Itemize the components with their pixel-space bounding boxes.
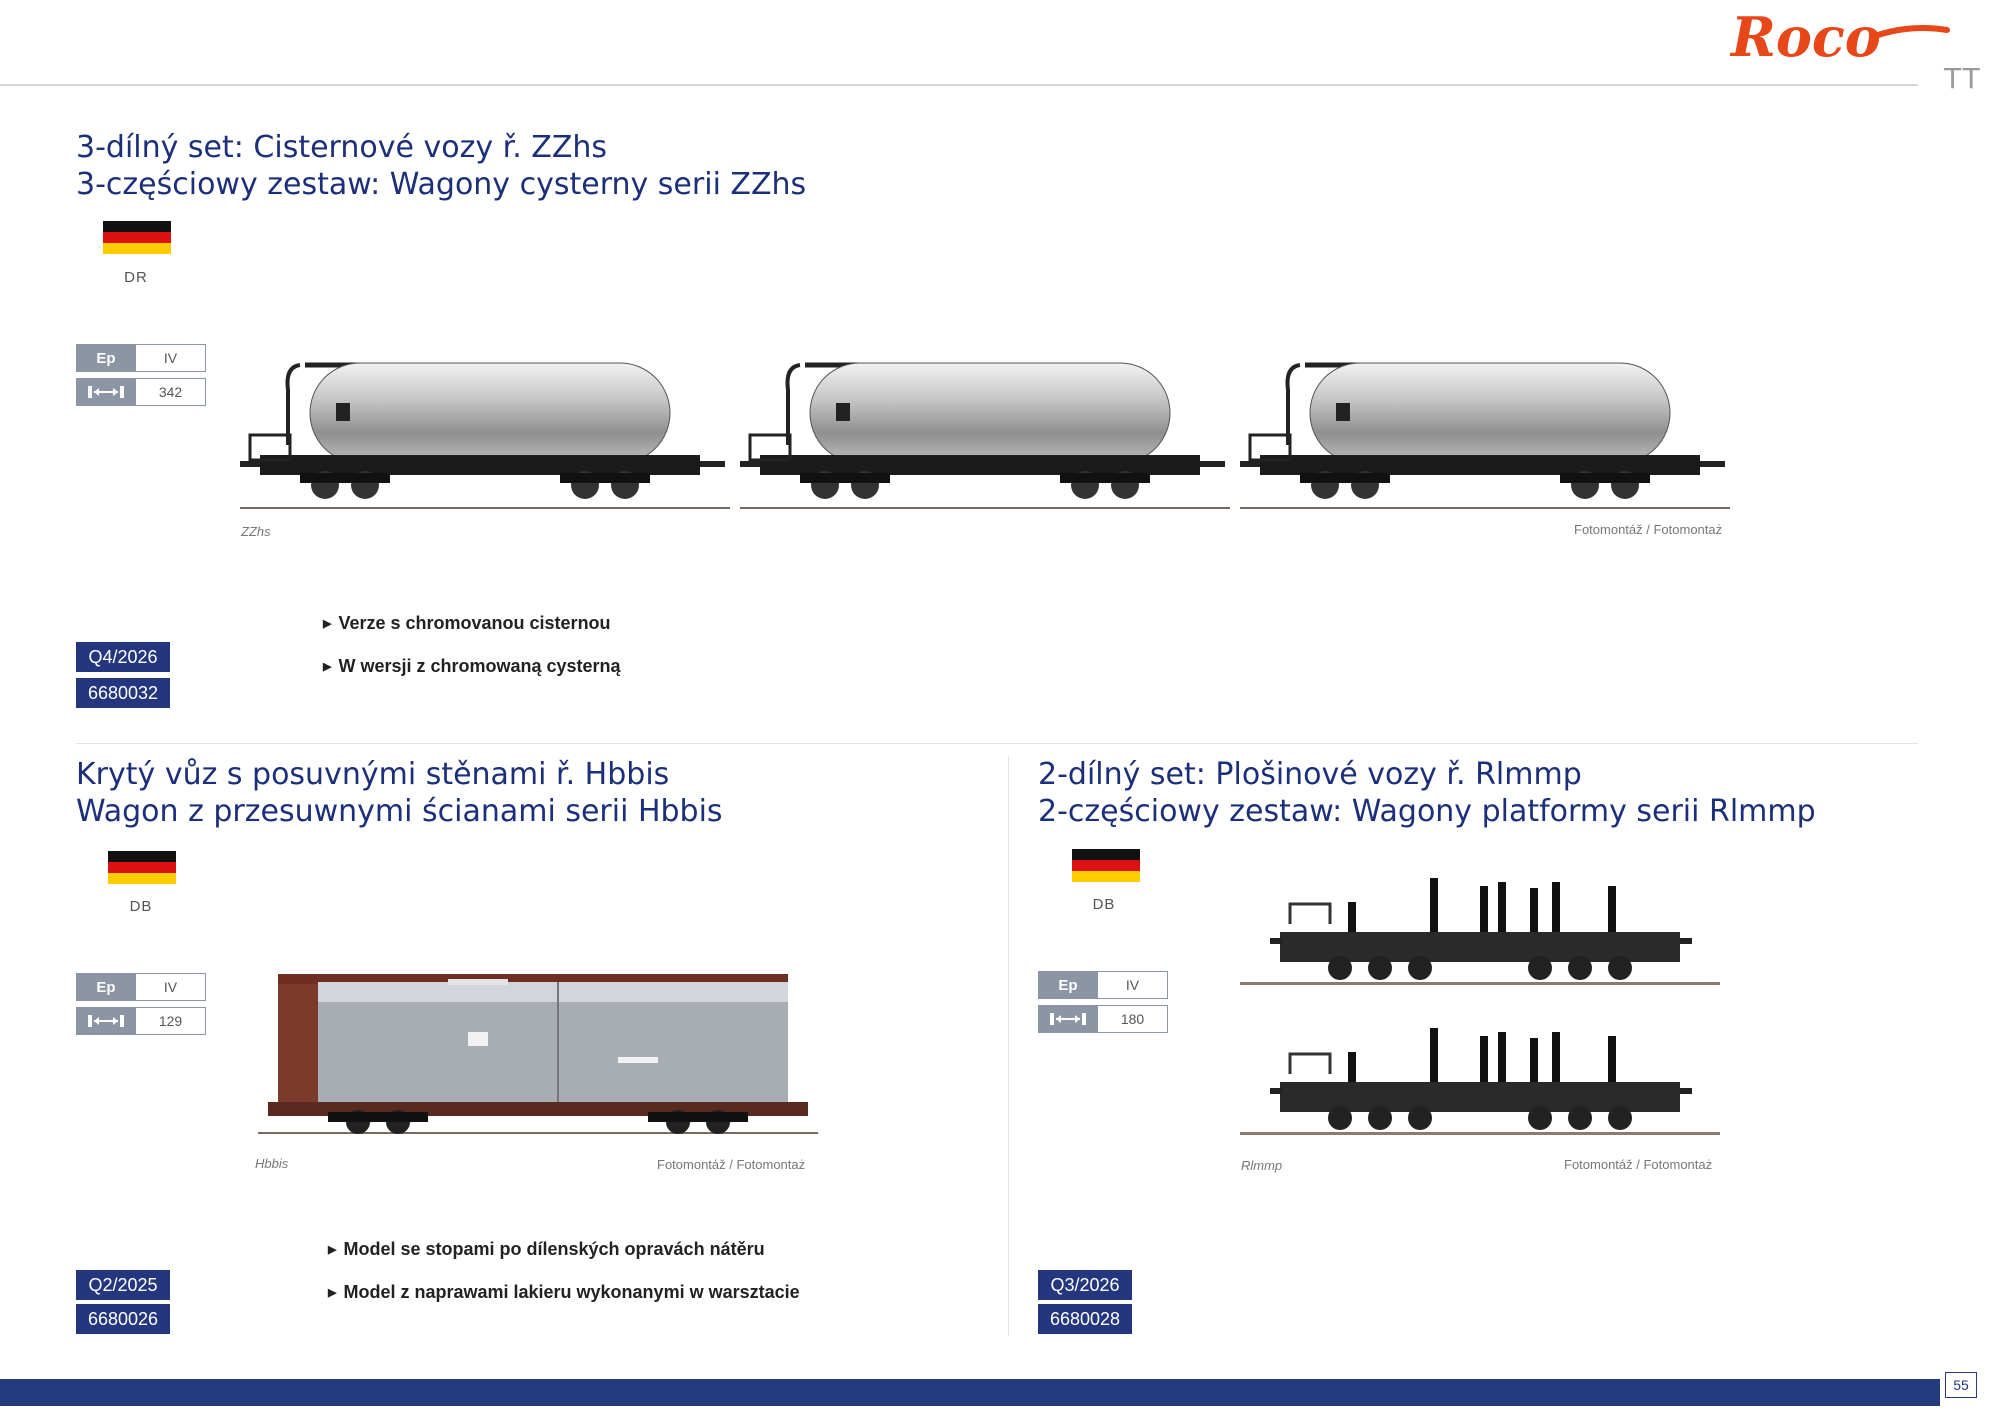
length-value: 129 — [136, 1007, 206, 1035]
epoch-row — [76, 973, 206, 1001]
article-number-badge: 6680028 — [1038, 1304, 1132, 1334]
product3-caption-model: Rlmmp — [1241, 1158, 1283, 1173]
hbbis-wagon-image — [258, 962, 818, 1142]
feature-item: ▶ W wersji z chromowaną cysterną — [323, 656, 621, 676]
scale-label: TT — [1944, 62, 1982, 95]
bullet-arrow-icon: ▶ — [323, 661, 332, 673]
product3-title-pl: 2-częściowy zestaw: Wagony platformy serii Rlmmp — [1038, 794, 1816, 829]
product1-caption-photomontage: Fotomontáž / Fotomontaż — [1574, 522, 1723, 537]
feature-item: ▶ Model se stopami po dílenských opravách nátěru — [328, 1239, 765, 1259]
product2-title-pl: Wagon z przesuwnymi ścianami serii Hbbis — [76, 794, 723, 829]
roco-logo-text: Roco — [1731, 5, 1881, 69]
buffer-length-icon — [76, 1007, 136, 1035]
germany-flag — [103, 221, 171, 254]
footer-band — [0, 1379, 1940, 1406]
germany-flag — [108, 851, 176, 884]
epoch-label: Ep — [1038, 971, 1098, 999]
epoch-row — [1038, 971, 1168, 999]
epoch-value: IV — [1098, 971, 1168, 999]
product1-title-pl: 3-częściowy zestaw: Wagony cysterny serii ZZhs — [76, 167, 807, 202]
header-rule — [0, 84, 1918, 86]
product2-title — [76, 756, 723, 830]
railway-company: DB — [129, 898, 153, 915]
availability-badge: Q2/2025 — [76, 1270, 170, 1300]
product1-caption-model: ZZhs — [241, 524, 271, 539]
article-number-badge: 6680026 — [76, 1304, 170, 1334]
length-value: 342 — [136, 378, 206, 406]
rlmmp-wagon-set-image — [1240, 872, 1720, 1152]
zzhs-wagon-set-image — [240, 335, 1730, 515]
length-row — [1038, 1005, 1168, 1033]
feature-item: ▶ Model z naprawami lakieru wykonanymi w warsztacie — [328, 1282, 800, 1302]
section-divider — [76, 743, 1918, 744]
spec-table — [76, 344, 206, 412]
page-number: 55 — [1945, 1372, 1977, 1398]
product2-title-cz: Krytý vůz s posuvnými stěnami ř. Hbbis — [76, 757, 670, 792]
product1-features — [323, 613, 621, 699]
length-row — [76, 1007, 206, 1035]
railway-company: DB — [1092, 896, 1116, 913]
railway-company: DR — [124, 269, 148, 286]
product2-features — [328, 1239, 800, 1325]
bullet-arrow-icon: ▶ — [323, 618, 332, 630]
bullet-arrow-icon: ▶ — [328, 1244, 337, 1256]
product3-caption-photomontage: Fotomontáž / Fotomontaż — [1564, 1157, 1713, 1172]
epoch-value: IV — [136, 973, 206, 1001]
roco-logo — [1725, 4, 1955, 74]
length-value: 180 — [1098, 1005, 1168, 1033]
product1-title — [76, 129, 806, 203]
product3-title — [1038, 756, 1816, 830]
availability-badge: Q4/2026 — [76, 642, 170, 672]
product2-caption-model: Hbbis — [255, 1156, 289, 1171]
product3-title-cz: 2-dílný set: Plošinové vozy ř. Rlmmp — [1038, 757, 1582, 792]
buffer-length-icon — [76, 378, 136, 406]
column-divider — [1008, 756, 1009, 1336]
epoch-value: IV — [136, 344, 206, 372]
bullet-arrow-icon: ▶ — [328, 1287, 337, 1299]
buffer-length-icon — [1038, 1005, 1098, 1033]
spec-table — [76, 973, 206, 1041]
article-number-badge: 6680032 — [76, 678, 170, 708]
availability-badge: Q3/2026 — [1038, 1270, 1132, 1300]
epoch-label: Ep — [76, 973, 136, 1001]
feature-item: ▶ Verze s chromovanou cisternou — [323, 613, 611, 633]
length-row — [76, 378, 206, 406]
product1-title-cz: 3-dílný set: Cisternové vozy ř. ZZhs — [76, 130, 608, 165]
epoch-row — [76, 344, 206, 372]
germany-flag — [1072, 849, 1140, 882]
product2-caption-photomontage: Fotomontáž / Fotomontaż — [657, 1157, 806, 1172]
spec-table — [1038, 971, 1168, 1039]
epoch-label: Ep — [76, 344, 136, 372]
